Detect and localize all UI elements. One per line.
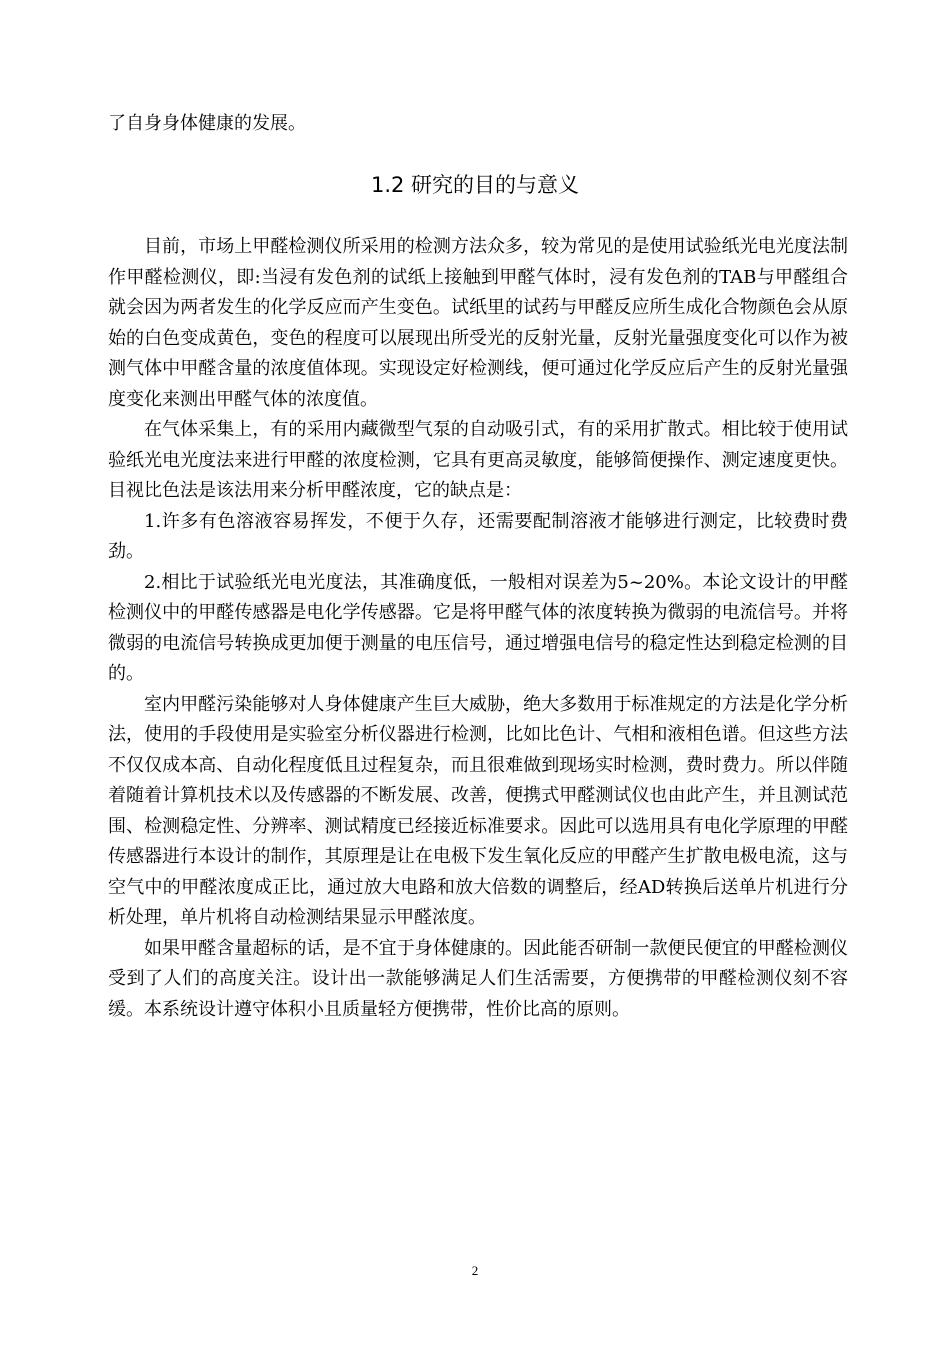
paragraph: 在气体采集上，有的采用内藏微型气泵的自动吸引式，有的采用扩散式。相比较于使用试验纸光电光度法来进行甲醛的浓度检测，它具有更高灵敏度，能够简便操作、测定速度更快。目视比色法是该法用来分析甲醛浓度，它的缺点是： (108, 419, 848, 501)
paragraph: 2.相比于试验纸光电光度法，其准确度低，一般相对误差为5~20%。本论文设计的甲醛检测仪中的甲醛传感器是电化学传感器。它是将甲醛气体的浓度转换为微弱的电流信号。并将微弱的电流信号转换成更加便于测量的电压信号，通过增强电信号的稳定性达到稳定检测的目的。 (108, 571, 848, 684)
continuation-text: 了自身身体健康的发展。 (108, 113, 306, 134)
page-number: 2 (471, 1263, 479, 1278)
paragraph: 室内甲醛污染能够对人身体健康产生巨大威胁，绝大多数用于标准规定的方法是化学分析法，使用的手段使用是实验室分析仪器进行检测，比如比色计、气相和液相色谱。但这些方法不仅仅成本高、自动化程度低且过程复杂，而且很难做到现场实时检测，费时费力。所以伴随着随着计算机技术以及传感器的不断发展、改善，便携式甲醛测试仪也由此产生，并且测试范围、检测稳定性、分辨率、测试精度已经接近标准要求。因此可以选用具有电化学原理的甲醛传感器进行本设计的制作，其原理是让在电极下发生氧化反应的甲醛产生扩散电极电流，这与空气中的甲醛浓度成正比，通过放大电路和放大倍数的调整后，经AD转换后送单片机进行分析处理，单片机将自动检测结果显示甲醛浓度。 (108, 693, 848, 928)
paragraph: 目前，市场上甲醛检测仪所采用的检测方法众多，较为常见的是使用试验纸光电光度法制作甲醛检测仪，即:当浸有发色剂的试纸上接触到甲醛气体时，浸有发色剂的TAB与甲醛组合就会因为两者发生的化学反应而产生变色。试纸里的试药与甲醛反应所生成化合物颜色会从原始的白色变成黄色，变色的程度可以展现出所受光的反射光量，反射光量强度变化可以作为被测气体中甲醛含量的浓度值体现。实现设定好检测线，便可通过化学反应后产生的反射光量强度变化来测出甲醛气体的浓度值。 (108, 236, 848, 410)
section-heading: 1.2 研究的目的与意义 (370, 173, 580, 197)
section-body (108, 232, 848, 1025)
paragraph: 如果甲醛含量超标的话，是不宜于身体健康的。因此能否研制一款便民便宜的甲醛检测仪受到了人们的高度关注。设计出一款能够满足人们生活需要，方便携带的甲醛检测仪刻不容缓。本系统设计遵守体积小且质量轻方便携带，性价比高的原则。 (108, 937, 848, 1020)
paragraph: 1.许多有色溶液容易挥发，不便于久存，还需要配制溶液才能够进行测定，比较费时费劲。 (108, 510, 848, 562)
